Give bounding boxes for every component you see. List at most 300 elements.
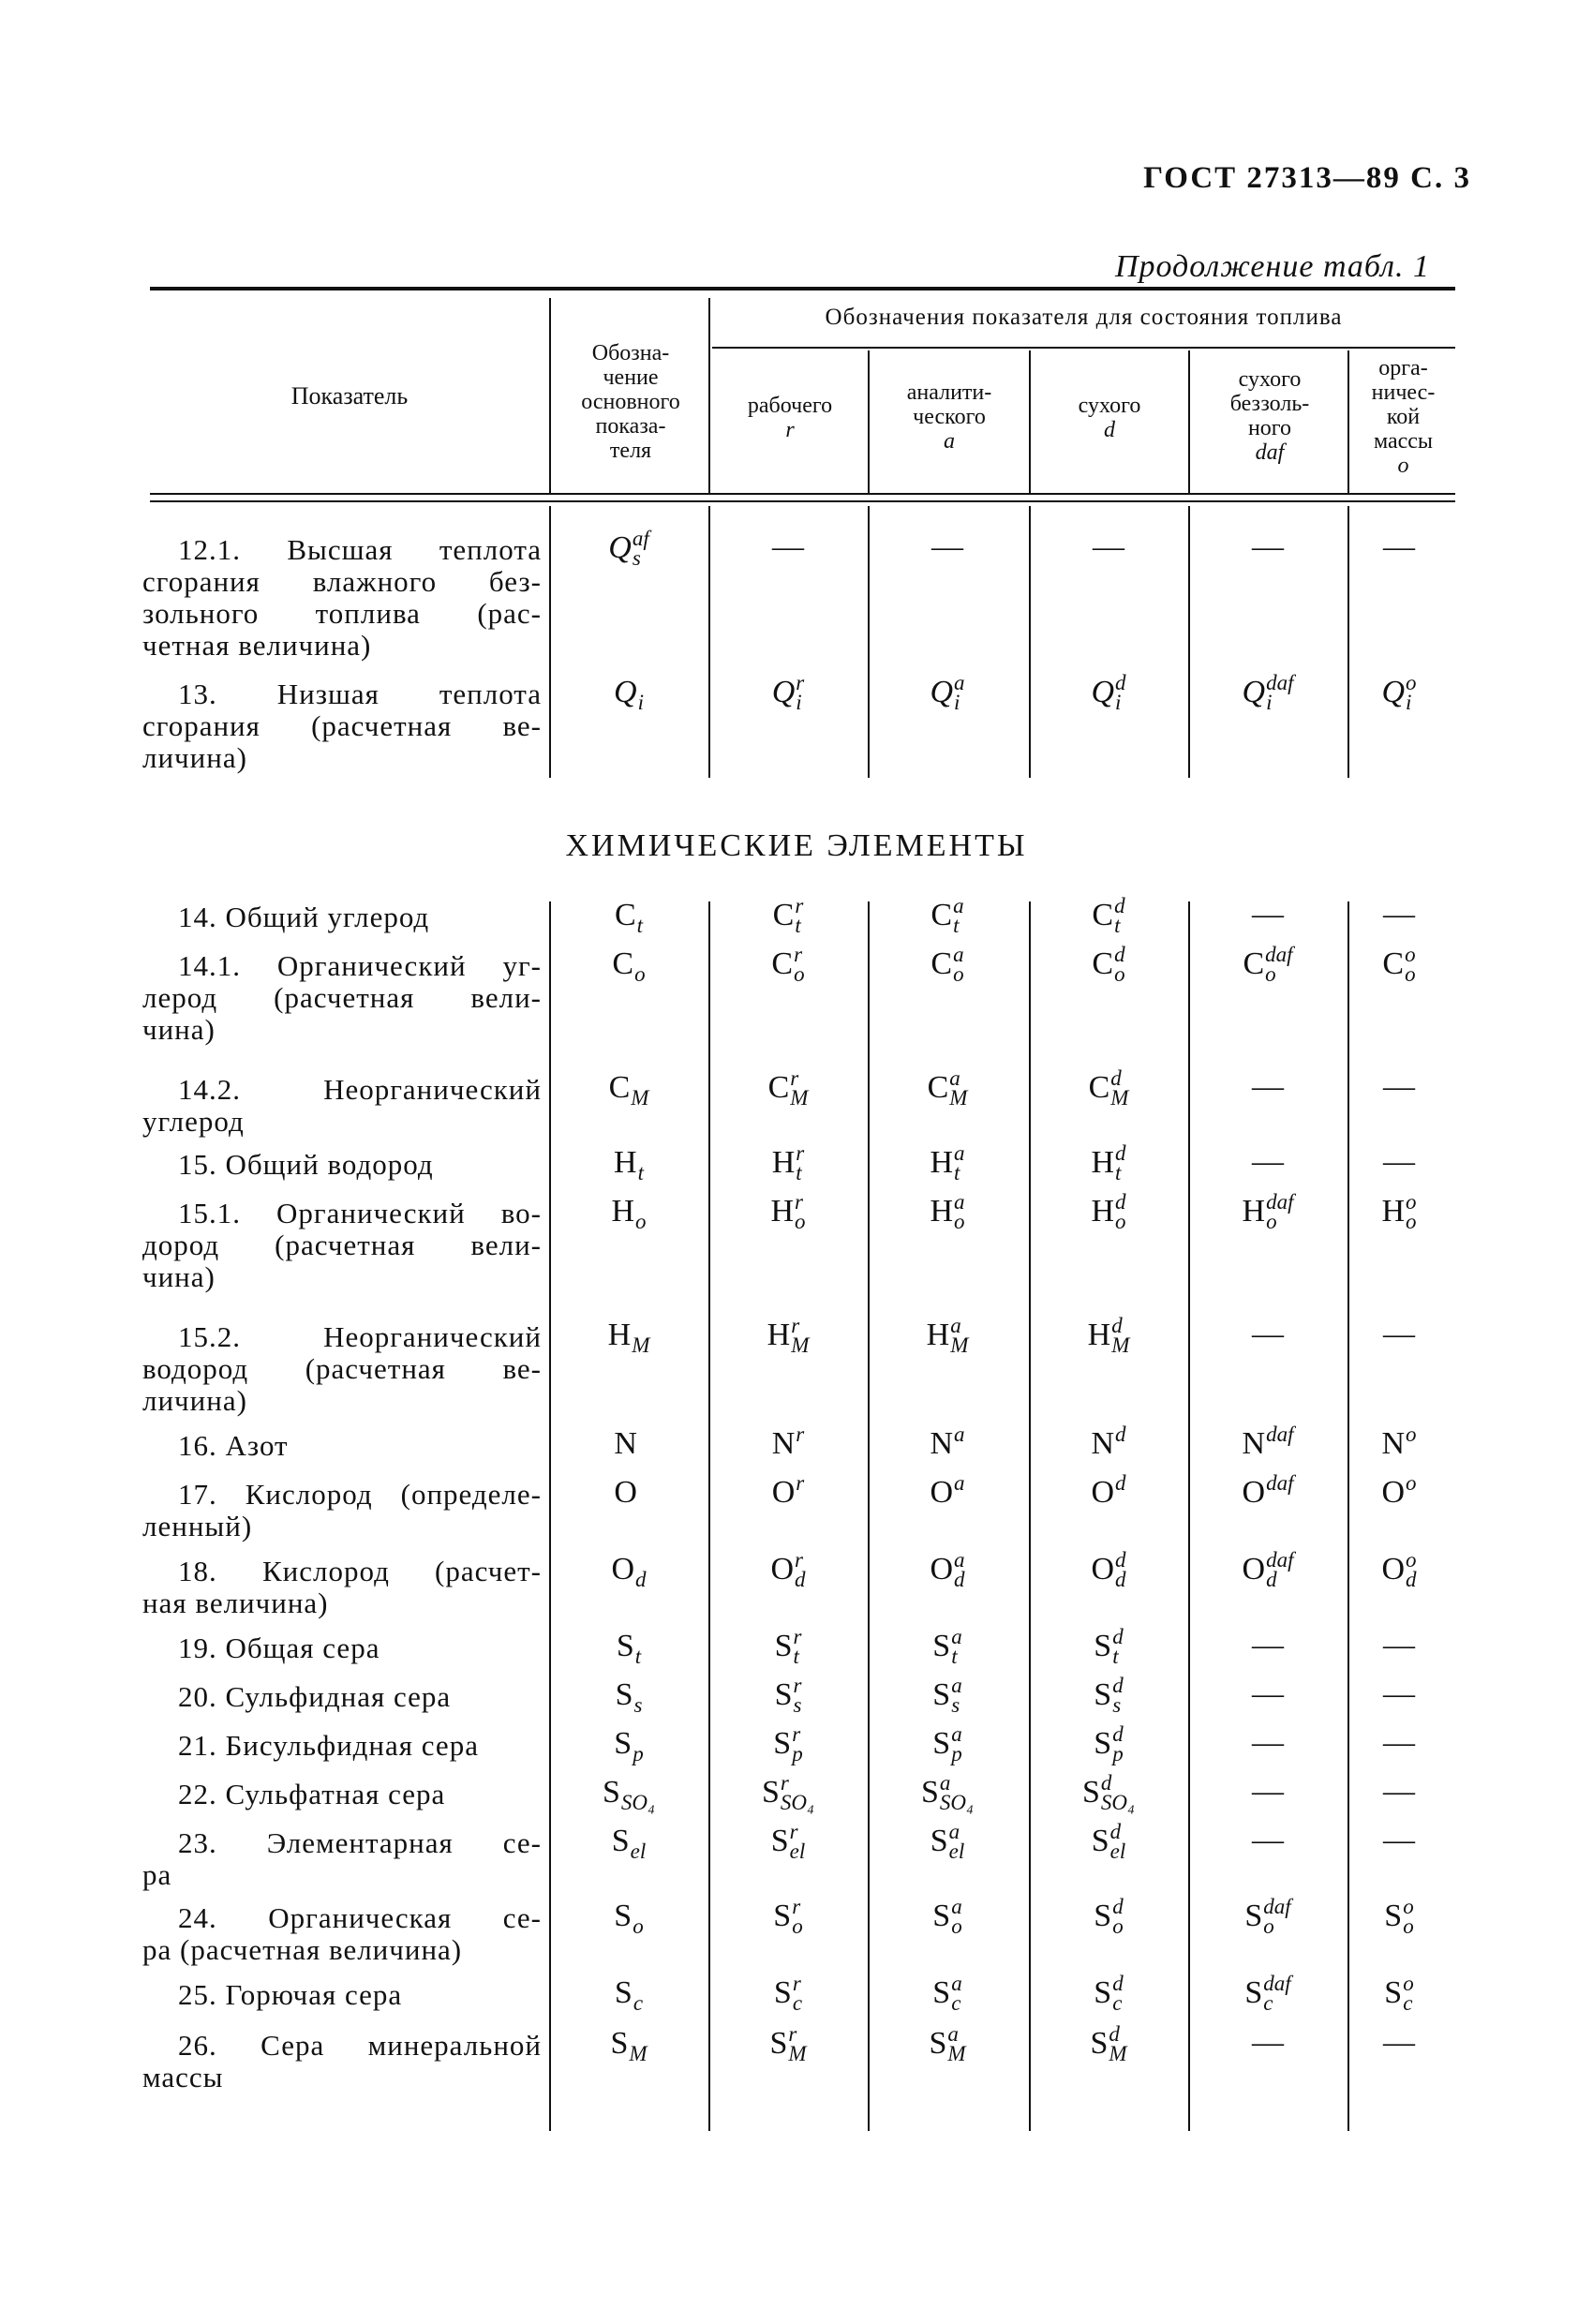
designation-symbol (603, 1773, 655, 1812)
col-header-state-line: беззоль- (1229, 392, 1310, 416)
symbol-superscript (621, 1773, 655, 1793)
symbol-subscript: M (950, 1333, 969, 1357)
header-bottom-rule-2 (150, 500, 1455, 502)
designation-symbol (930, 896, 963, 935)
designation-symbol (930, 673, 964, 712)
designation-symbol (1091, 673, 1125, 712)
symbol-base: S (1384, 1899, 1403, 1933)
basic-designation-cell (558, 1627, 699, 1666)
designation-symbol (616, 1676, 643, 1715)
symbol-subscript: t (953, 914, 960, 937)
row-label-line: 12.1. Высшая теплота (178, 533, 542, 566)
row-label-line: дород (расчетная вели- (142, 1229, 542, 1261)
symbol-base: S (615, 1677, 633, 1712)
row-label-line: ра (расчетная величина) (142, 1933, 463, 1966)
state-designation-cell (877, 1974, 1018, 2013)
row-label-line: 14.2. Неорганический (178, 1073, 542, 1106)
symbol-base: C (927, 1070, 949, 1105)
state-designation-cell (877, 529, 1018, 566)
state-designation-cell (1198, 1974, 1338, 2013)
symbol-superscript: d (1112, 1625, 1124, 1648)
symbol-superscript: o (1406, 1190, 1417, 1214)
designation-symbol (927, 1316, 969, 1355)
symbol-base: H (930, 1194, 954, 1229)
row-label-line: 22. Сульфатная сера (178, 1778, 446, 1810)
symbol-superscript (638, 673, 644, 693)
symbol-subscript (796, 1493, 804, 1512)
designation-symbol (773, 1897, 802, 1936)
symbol-base: Q (1242, 675, 1266, 709)
row-label-line: водород (расчетная ве- (142, 1352, 542, 1385)
symbol-superscript: r (792, 1972, 801, 1995)
dash-cell: — (1383, 897, 1415, 931)
body-vline-1a (549, 506, 551, 778)
designation-symbol (771, 945, 804, 984)
state-designation-cell (718, 1773, 858, 1812)
designation-symbol (772, 673, 805, 712)
symbol-base: S (932, 1629, 951, 1663)
symbol-base: S (1094, 1899, 1112, 1933)
symbol-superscript: d (1115, 1471, 1126, 1495)
symbol-subscript: M (949, 1086, 968, 1110)
row-label-line: 23. Элементарная се- (178, 1826, 542, 1859)
state-designation-cell (1329, 945, 1469, 984)
state-designation-cell (1038, 1192, 1179, 1231)
col-header-state-line: аналити- (906, 380, 992, 405)
body-vline-5b (1188, 901, 1190, 2131)
symbol-superscript: r (780, 1771, 789, 1795)
symbol-base: S (610, 2026, 629, 2061)
symbol-subscript: o (1266, 1210, 1277, 1233)
state-designation-cell (1198, 1143, 1338, 1181)
symbol-superscript: a (939, 1771, 951, 1795)
col-header-basic-line: показа- (595, 414, 666, 439)
col-header-state-line: массы (1373, 429, 1434, 454)
symbol-superscript (635, 1192, 647, 1212)
designation-symbol (611, 1550, 646, 1589)
row-label-line: личина) (142, 741, 247, 774)
row-label-line: сгорания (расчетная ве- (142, 709, 542, 742)
symbol-superscript: a (954, 671, 965, 694)
symbol-base: S (920, 1775, 939, 1810)
designation-symbol (614, 1724, 643, 1764)
symbol-base: H (614, 1145, 637, 1180)
dash-cell: — (1252, 1317, 1284, 1351)
state-designation-cell (1198, 945, 1338, 984)
dash-cell: — (1383, 1069, 1415, 1104)
symbol-superscript: o (1406, 1548, 1417, 1572)
symbol-superscript (635, 1627, 641, 1646)
symbol-base: C (612, 946, 634, 981)
symbol-subscript: SO₄ (1100, 1791, 1136, 1814)
body-vline-4b (1029, 901, 1031, 2131)
state-designation-cell (877, 2024, 1018, 2063)
symbol-superscript: a (953, 943, 964, 966)
state-designation-cell (877, 673, 1018, 712)
symbol-base: S (614, 1726, 633, 1761)
symbol-superscript (634, 945, 646, 964)
symbol-subscript: t (793, 1645, 799, 1668)
body-vline-3b (868, 901, 870, 2131)
symbol-superscript: d (1112, 1722, 1124, 1746)
designation-symbol (928, 1068, 968, 1108)
state-designation-cell (718, 673, 858, 712)
symbol-subscript: M (1111, 1333, 1130, 1357)
basic-designation-cell (558, 529, 699, 568)
row-label-line: чина) (142, 1260, 216, 1293)
symbol-base: S (773, 1899, 792, 1933)
designation-symbol (1243, 945, 1292, 984)
state-designation-cell (1198, 1676, 1338, 1713)
col-header-group: Обозначения показателя для состояния топлива (825, 305, 1343, 330)
dash-cell: — (1383, 1774, 1415, 1809)
symbol-superscript: r (793, 1674, 802, 1697)
designation-symbol (932, 1897, 961, 1936)
designation-symbol (1243, 1550, 1294, 1589)
symbol-subscript: o (953, 962, 964, 986)
symbol-subscript: t (951, 1645, 958, 1668)
symbol-base: N (614, 1426, 637, 1461)
symbol-base: S (774, 1629, 793, 1663)
symbol-subscript: SO₄ (620, 1791, 656, 1814)
designation-symbol (774, 1974, 802, 2013)
symbol-superscript: d (1115, 1190, 1126, 1214)
symbol-base: O (770, 1552, 795, 1587)
designation-symbol (1244, 1974, 1290, 2013)
body-vline-2a (708, 506, 710, 778)
row-label-line: 21. Бисульфидная сера (178, 1729, 479, 1762)
row-label-line: 15.2. Неорганический (178, 1320, 542, 1353)
state-designation-cell (877, 1897, 1018, 1936)
symbol-superscript: d (1111, 1314, 1123, 1337)
symbol-subscript: s (633, 1693, 643, 1717)
col-header-state-symbol: a (944, 429, 955, 454)
symbol-subscript: o (1406, 1210, 1417, 1233)
symbol-base: S (1091, 1824, 1109, 1858)
symbol-base: C (767, 1070, 790, 1105)
symbol-superscript: d (1115, 671, 1126, 694)
state-designation-cell (1329, 1550, 1469, 1589)
state-designation-cell (1198, 1316, 1338, 1353)
state-designation-cell (1038, 1897, 1179, 1936)
dash-cell: — (931, 529, 963, 564)
symbol-subscript: i (954, 691, 960, 714)
symbol-superscript: o (1405, 943, 1416, 966)
section-title: ХИМИЧЕСКИЕ ЭЛЕМЕНТЫ (565, 828, 1028, 863)
symbol-subscript (1406, 1493, 1417, 1512)
symbol-subscript: i (1406, 691, 1412, 714)
col-header-state-line: кой (1386, 405, 1421, 429)
symbol-subscript: o (1112, 1914, 1124, 1938)
state-designation-cell (1198, 896, 1338, 933)
state-designation-cell (1329, 1627, 1469, 1664)
symbol-superscript: r (794, 943, 803, 966)
symbol-superscript: r (792, 1895, 801, 1918)
symbol-subscript: el (948, 1840, 965, 1863)
dash-cell: — (1383, 1144, 1415, 1179)
symbol-subscript: t (1115, 1161, 1122, 1184)
symbol-base: S (611, 1824, 630, 1858)
symbol-superscript: d (1114, 894, 1125, 917)
designation-symbol (1243, 673, 1294, 712)
symbol-superscript: r (789, 1820, 798, 1843)
row-label (142, 1479, 542, 1542)
symbol-subscript: el (1109, 1840, 1126, 1863)
designation-symbol (1091, 1473, 1125, 1512)
header-vline-5 (1188, 350, 1190, 493)
row-label-line: массы (142, 2061, 224, 2093)
symbol-base: H (611, 1194, 635, 1229)
dash-cell: — (1252, 1725, 1284, 1760)
symbol-superscript: daf (1266, 671, 1294, 694)
symbol-subscript: M (947, 2042, 966, 2065)
basic-designation-cell (558, 896, 699, 935)
state-designation-cell (877, 1143, 1018, 1183)
symbol-base: H (767, 1318, 791, 1352)
designation-symbol (930, 1550, 964, 1589)
row-label-line: 15. Общий водород (178, 1148, 434, 1181)
body-vline-4a (1029, 506, 1031, 778)
symbol-subscript: o (1115, 1210, 1126, 1233)
symbol-subscript: d (1115, 1568, 1126, 1591)
symbol-superscript: a (951, 1895, 962, 1918)
symbol-superscript: a (951, 1674, 962, 1697)
symbol-base: S (614, 1899, 633, 1933)
state-designation-cell (1329, 2024, 1469, 2062)
symbol-base: O (1381, 1475, 1406, 1510)
symbol-base: Q (614, 675, 637, 709)
table-caption: Продолжение табл. 1 (1114, 249, 1430, 284)
designation-symbol (1094, 1897, 1123, 1936)
designation-symbol (1094, 1724, 1123, 1764)
designation-symbol (930, 1473, 964, 1512)
designation-symbol (770, 1550, 805, 1589)
symbol-subscript: o (795, 1210, 806, 1233)
symbol-base: H (1242, 1194, 1266, 1229)
col-header-state-symbol: r (785, 418, 795, 442)
symbol-subscript: i (796, 691, 802, 714)
symbol-subscript: o (635, 1210, 647, 1233)
symbol-base: C (930, 898, 953, 932)
table-top-rule (150, 287, 1455, 290)
symbol-subscript: s (1112, 1693, 1122, 1717)
symbol-subscript (1115, 1493, 1126, 1512)
symbol-base: N (1091, 1426, 1115, 1461)
state-designation-cell (718, 1143, 858, 1183)
basic-designation-cell (558, 1974, 699, 2013)
state-designation-cell (1198, 1424, 1338, 1464)
symbol-superscript: o (1406, 1471, 1417, 1495)
symbol-superscript: r (795, 1548, 803, 1572)
state-designation-cell (1038, 673, 1179, 712)
symbol-subscript (1266, 1444, 1293, 1464)
state-designation-cell (718, 896, 858, 935)
symbol-subscript: d (1406, 1568, 1417, 1591)
row-label (142, 1730, 542, 1762)
designation-symbol (1384, 1897, 1413, 1936)
header-vline-6 (1347, 350, 1349, 493)
symbol-base: O (930, 1475, 954, 1510)
designation-symbol (1082, 1773, 1135, 1812)
symbol-subscript: t (795, 914, 801, 937)
symbol-superscript: daf (1266, 1190, 1294, 1214)
symbol-subscript (1406, 1444, 1417, 1464)
designation-symbol (1088, 1316, 1130, 1355)
symbol-base: C (1088, 1070, 1110, 1105)
symbol-base: H (770, 1194, 795, 1229)
symbol-subscript: d (1266, 1568, 1277, 1591)
state-designation-cell (1198, 1773, 1338, 1810)
state-designation-cell (1329, 1773, 1469, 1810)
symbol-subscript: t (636, 914, 644, 937)
dash-cell: — (1252, 1676, 1284, 1711)
designation-symbol (1381, 1424, 1416, 1464)
state-designation-cell (718, 1424, 858, 1464)
state-designation-cell (718, 1822, 858, 1861)
state-designation-cell (1198, 529, 1338, 566)
symbol-superscript (637, 896, 643, 916)
designation-symbol (770, 1192, 805, 1231)
state-designation-cell (1038, 896, 1179, 935)
symbol-subscript: t (1112, 1645, 1119, 1668)
symbol-subscript: s (793, 1693, 802, 1717)
symbol-subscript: o (1405, 962, 1416, 986)
basic-designation-cell (558, 1068, 699, 1108)
designation-symbol (930, 1822, 965, 1861)
state-designation-cell (1329, 1724, 1469, 1762)
symbol-subscript: i (637, 691, 644, 714)
designation-symbol (1381, 1550, 1416, 1589)
state-designation-cell (1038, 1068, 1179, 1108)
symbol-base: C (1092, 946, 1114, 981)
symbol-superscript: r (796, 1141, 805, 1165)
dash-cell: — (1383, 2025, 1415, 2060)
symbol-superscript: d (1112, 1674, 1124, 1697)
symbol-base: S (1094, 1726, 1112, 1761)
designation-symbol (614, 673, 644, 712)
state-designation-cell (1038, 1550, 1179, 1589)
symbol-superscript: a (947, 2022, 959, 2046)
basic-designation-cell (558, 1550, 699, 1589)
symbol-superscript: af (632, 527, 649, 550)
symbol-subscript: M (1110, 1086, 1129, 1110)
designation-symbol (1381, 1473, 1416, 1512)
dash-cell: — (1252, 529, 1284, 564)
designation-symbol (768, 1068, 809, 1108)
symbol-superscript: o (1406, 1423, 1417, 1446)
state-designation-cell (877, 1822, 1018, 1861)
symbol-subscript (954, 1493, 965, 1512)
col-header-state-line: рабочего (747, 394, 833, 418)
symbol-subscript: M (790, 1086, 809, 1110)
symbol-superscript (633, 1676, 642, 1695)
symbol-base: O (1091, 1552, 1115, 1587)
state-designation-cell (1038, 1473, 1179, 1512)
symbol-base: O (930, 1552, 954, 1587)
symbol-superscript: r (796, 1423, 805, 1446)
symbol-base: H (926, 1318, 950, 1352)
designation-symbol (773, 896, 804, 935)
symbol-base: S (930, 1824, 948, 1858)
basic-designation-cell (558, 1724, 699, 1764)
symbol-base: S (773, 1975, 792, 2010)
col-header-state-line: сухого (1078, 394, 1141, 418)
state-designation-cell (718, 1724, 858, 1764)
col-header-state-line: сухого (1238, 367, 1302, 392)
dash-cell: — (1383, 1823, 1415, 1857)
col-header-state (1351, 356, 1455, 478)
designation-symbol (615, 1974, 643, 2013)
designation-symbol (772, 1473, 805, 1512)
col-header-basic-line: Обозна- (591, 341, 670, 365)
symbol-superscript: a (954, 1141, 965, 1165)
designation-symbol (932, 1627, 961, 1666)
row-label-line: 14. Общий углерод (178, 901, 430, 933)
state-designation-cell (1198, 673, 1338, 712)
symbol-superscript: r (796, 1471, 805, 1495)
col-header-indicator: Показатель (290, 382, 409, 410)
symbol-base: C (930, 946, 953, 981)
state-designation-cell (718, 1627, 858, 1666)
state-designation-cell (1329, 1974, 1469, 2013)
state-designation-cell (1198, 1822, 1338, 1859)
symbol-subscript: c (633, 1991, 644, 2015)
designation-symbol (1381, 1192, 1416, 1231)
symbol-subscript: t (1114, 914, 1121, 937)
state-designation-cell (877, 1550, 1018, 1589)
body-vline-2b (708, 901, 710, 2131)
designation-symbol (615, 896, 643, 935)
symbol-base: S (1244, 1975, 1263, 2010)
symbol-superscript: daf (1265, 943, 1293, 966)
state-designation-cell (1198, 1627, 1338, 1664)
row-label-line: ная величина) (142, 1587, 329, 1619)
symbol-superscript (633, 1974, 643, 1993)
dash-cell: — (1252, 2025, 1284, 2060)
symbol-base: S (1094, 1677, 1112, 1712)
symbol-subscript: M (791, 1333, 810, 1357)
designation-symbol (612, 1822, 647, 1861)
symbol-superscript: a (951, 1625, 962, 1648)
designation-symbol (608, 529, 648, 568)
symbol-superscript (638, 1473, 644, 1493)
designation-symbol (608, 1316, 650, 1355)
state-designation-cell (877, 1473, 1018, 1512)
symbol-superscript (631, 1068, 648, 1088)
designation-symbol (775, 1627, 802, 1666)
col-header-state (1192, 367, 1347, 465)
row-label (142, 1198, 542, 1293)
symbol-subscript: t (637, 1161, 644, 1184)
symbol-superscript: d (1115, 1423, 1126, 1446)
state-designation-cell (877, 1676, 1018, 1715)
dash-cell: — (1252, 1144, 1284, 1179)
designation-symbol (1094, 1676, 1123, 1715)
state-designation-cell (718, 2024, 858, 2063)
symbol-base: C (1092, 898, 1114, 932)
symbol-superscript: a (954, 1548, 965, 1572)
symbol-superscript: r (796, 671, 805, 694)
designation-symbol (614, 1143, 644, 1183)
col-header-basic-line: теля (609, 439, 652, 463)
symbol-superscript: r (793, 1625, 802, 1648)
state-designation-cell (718, 1676, 858, 1715)
basic-designation-cell (558, 945, 699, 984)
row-label-line: личина) (142, 1384, 247, 1417)
symbol-subscript (796, 1444, 804, 1464)
symbol-subscript: o (1265, 962, 1276, 986)
row-label (142, 678, 542, 774)
